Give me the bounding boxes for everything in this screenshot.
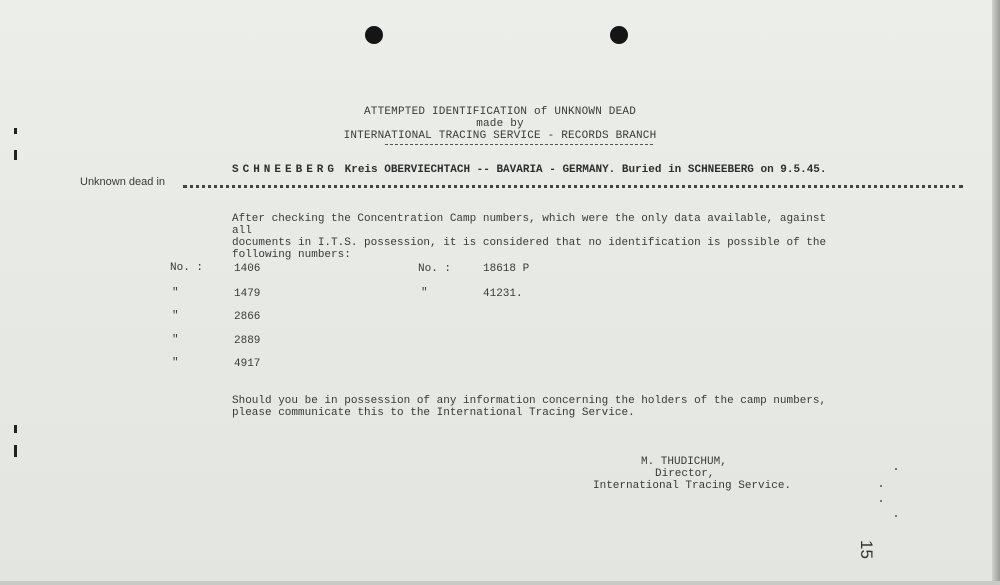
burial-line: [232, 164, 827, 176]
header-line-3: INTERNATIONAL TRACING SERVICE - RECORDS BRANCH: [343, 130, 657, 142]
burial-details: Kreis OBERVIECHTACH -- BAVARIA - GERMANY. Buried in SCHNEEBERG on 9.5.45.: [344, 164, 827, 176]
camp-number: 1406: [234, 263, 261, 275]
camp-number: 41231.: [483, 288, 523, 300]
margin-mark: [14, 445, 17, 457]
page-edge-shadow: [992, 0, 1000, 585]
camp-number: 2889: [234, 335, 261, 347]
punch-hole-left: [365, 26, 383, 44]
camp-number: 4917: [234, 358, 261, 370]
closing-paragraph: Should you be in possession of any information concerning the holders of the camp numbers, please communicate this to the International Tracing Service.: [232, 395, 827, 419]
stamp-mark: [880, 500, 882, 502]
signature-name: M. THUDICHUM,: [641, 456, 727, 468]
camp-number: 2866: [234, 311, 261, 323]
signature-title: Director,: [655, 468, 715, 480]
punch-hole-right: [610, 26, 628, 44]
stamp-mark: [880, 485, 882, 487]
ditto-mark: ": [172, 310, 179, 322]
ditto-mark: ": [421, 287, 428, 299]
signature-organization: International Tracing Service.: [593, 480, 792, 492]
dotted-fill-line: [183, 185, 963, 188]
header-line-1: ATTEMPTED IDENTIFICATION of UNKNOWN DEAD: [363, 106, 637, 118]
page-number-stamp: 15: [857, 540, 876, 559]
camp-number: 1479: [234, 288, 261, 300]
header-underline: [385, 144, 653, 145]
margin-mark: [14, 425, 17, 433]
ditto-mark: ": [172, 357, 179, 369]
camp-number: 18618 P: [483, 263, 530, 275]
unknown-dead-label: Unknown dead in: [80, 176, 166, 188]
header-line-2: made by: [476, 118, 524, 130]
number-label: No. :: [170, 262, 204, 274]
margin-mark: [14, 150, 17, 160]
ditto-mark: ": [172, 334, 179, 346]
page-bottom-edge: [0, 581, 1000, 585]
number-label: No. :: [418, 263, 452, 275]
stamp-mark: [895, 468, 897, 470]
burial-place: SCHNEEBERG: [232, 164, 339, 176]
ditto-mark: ": [172, 287, 179, 299]
intro-paragraph: After checking the Concentration Camp numbers, which were the only data available, against all documents in I.T.S. possession, it is considered that no identification is possible of the following numbers:: [232, 213, 827, 261]
stamp-mark: [895, 515, 897, 517]
